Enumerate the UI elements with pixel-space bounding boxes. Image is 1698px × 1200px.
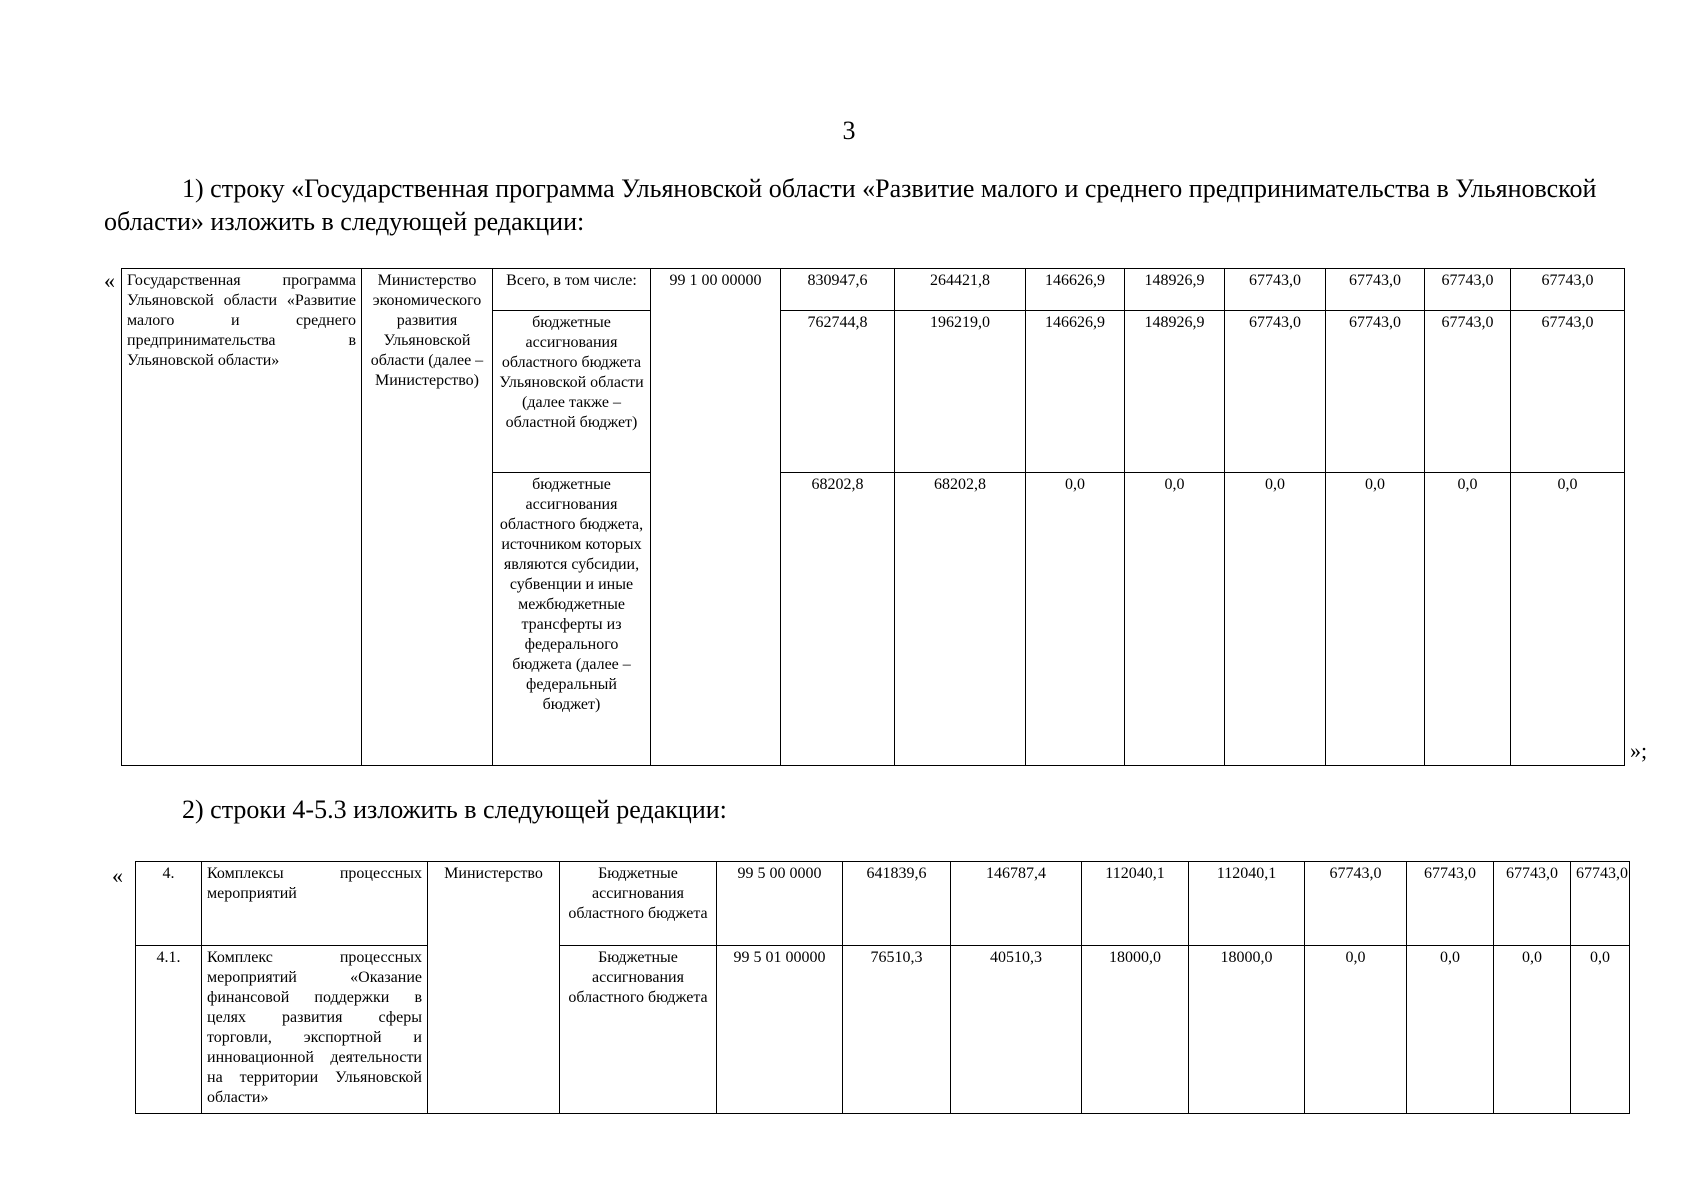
value-cell: 67743,0: [1425, 311, 1511, 473]
value-cell: 68202,8: [895, 473, 1026, 766]
section2-open-quote: «: [112, 863, 123, 888]
value-cell: 68202,8: [781, 473, 895, 766]
table-row: [136, 862, 1630, 946]
program-name-cell: Государственная программа Ульяновской области «Развитие малого и среднего предпринимательства в Ульяновской области»: [122, 269, 362, 766]
source-cell: бюджетные ассигнования областного бюджета, источником которых являются субсидии, субвенции и иные межбюджетные трансферты из федерального бюджета (далее – федеральный бюджет): [493, 473, 651, 766]
row-number-cell: 4.: [136, 862, 202, 946]
value-cell: 641839,6: [843, 862, 951, 946]
section2-text: 2) строки 4-5.3 изложить в следующей редакции:: [182, 795, 727, 824]
measures-table: [135, 861, 1630, 1114]
measure-name-cell: Комплексы процессных мероприятий: [202, 862, 428, 946]
responsible-cell: Министерство экономического развития Ульяновской области (далее – Министерство): [362, 269, 493, 766]
source-cell: Бюджетные ассигнования областного бюджета: [560, 862, 717, 946]
value-cell: 0,0: [1305, 946, 1407, 1114]
source-cell: Всего, в том числе:: [493, 269, 651, 311]
section2-paragraph: [104, 793, 1604, 826]
value-cell: 67743,0: [1326, 269, 1425, 311]
value-cell: 0,0: [1494, 946, 1571, 1114]
value-cell: 0,0: [1026, 473, 1125, 766]
value-cell: 0,0: [1571, 946, 1630, 1114]
source-cell: бюджетные ассигнования областного бюджета Ульяновской области (далее также – областной бюджет): [493, 311, 651, 473]
value-cell: 0,0: [1425, 473, 1511, 766]
value-cell: 762744,8: [781, 311, 895, 473]
value-cell: 76510,3: [843, 946, 951, 1114]
value-cell: 0,0: [1326, 473, 1425, 766]
value-cell: 40510,3: [951, 946, 1082, 1114]
measure-name-cell: Комплекс процессных мероприятий «Оказание финансовой поддержки в целях развития сферы торговли, экспортной и инновационной деятельности на территории Ульяновской области»: [202, 946, 428, 1114]
value-cell: 0,0: [1125, 473, 1225, 766]
section1-paragraph: [104, 172, 1604, 238]
value-cell: 67743,0: [1511, 269, 1625, 311]
value-cell: 146626,9: [1026, 311, 1125, 473]
section1-open-quote: «: [104, 268, 115, 293]
value-cell: 0,0: [1511, 473, 1625, 766]
value-cell: 112040,1: [1189, 862, 1305, 946]
value-cell: 67743,0: [1326, 311, 1425, 473]
value-cell: 67743,0: [1407, 862, 1494, 946]
value-cell: 67743,0: [1305, 862, 1407, 946]
code-cell: 99 1 00 00000: [651, 269, 781, 766]
value-cell: 18000,0: [1189, 946, 1305, 1114]
value-cell: 0,0: [1407, 946, 1494, 1114]
table-row: [136, 946, 1630, 1114]
value-cell: 67743,0: [1494, 862, 1571, 946]
code-cell: 99 5 01 00000: [717, 946, 843, 1114]
value-cell: 264421,8: [895, 269, 1026, 311]
source-cell: Бюджетные ассигнования областного бюджета: [560, 946, 717, 1114]
value-cell: 18000,0: [1082, 946, 1189, 1114]
code-cell: 99 5 00 0000: [717, 862, 843, 946]
value-cell: 67743,0: [1225, 311, 1326, 473]
responsible-cell: Министерство: [428, 862, 560, 1114]
value-cell: 148926,9: [1125, 269, 1225, 311]
section1-text: 1) строку «Государственная программа Ульяновской области «Развитие малого и среднего предпринимательства в Ульяновской области» изложить в следующей редакции:: [104, 174, 1597, 236]
row-number-cell: 4.1.: [136, 946, 202, 1114]
value-cell: 0,0: [1225, 473, 1326, 766]
value-cell: 830947,6: [781, 269, 895, 311]
value-cell: 67743,0: [1225, 269, 1326, 311]
value-cell: 146787,4: [951, 862, 1082, 946]
value-cell: 148926,9: [1125, 311, 1225, 473]
program-table: [121, 268, 1625, 766]
value-cell: 67743,0: [1425, 269, 1511, 311]
value-cell: 67743,0: [1571, 862, 1630, 946]
value-cell: 196219,0: [895, 311, 1026, 473]
value-cell: 146626,9: [1026, 269, 1125, 311]
page-number: 3: [842, 116, 856, 145]
table-row: [122, 269, 1625, 311]
section1-close-quote: »;: [1630, 738, 1648, 763]
value-cell: 67743,0: [1511, 311, 1625, 473]
value-cell: 112040,1: [1082, 862, 1189, 946]
